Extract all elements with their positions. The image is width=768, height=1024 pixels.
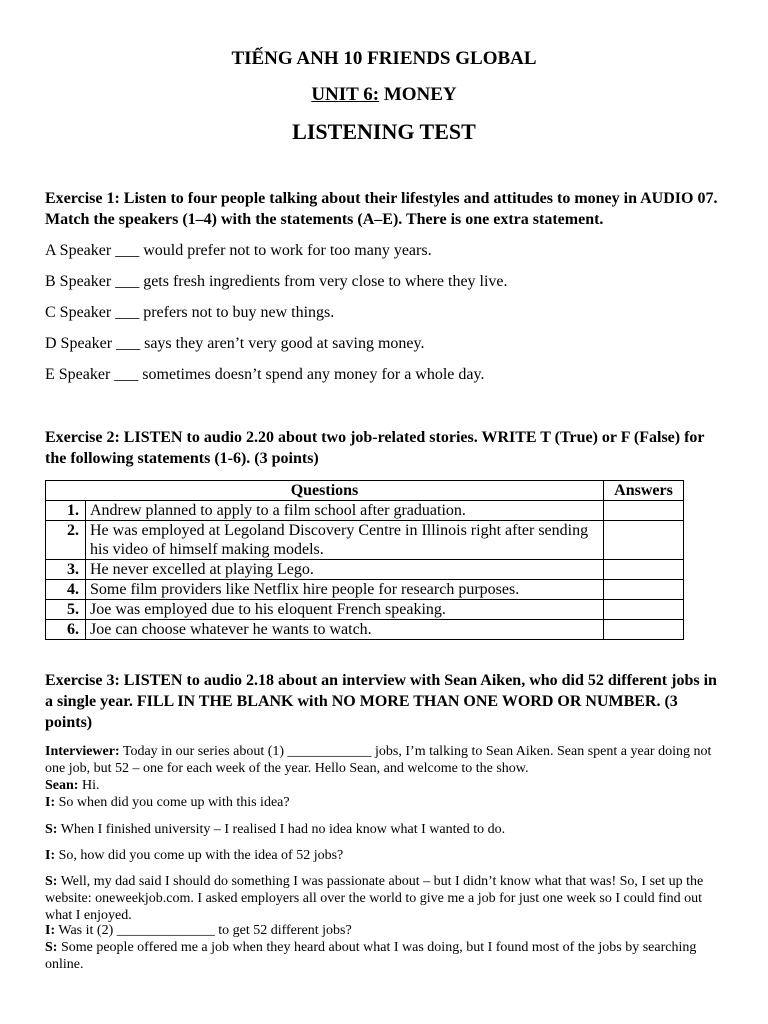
dialogue-text: Today in our series about (1) ____________ jobs, I’m talking to Sean Aiken. Sean spent a year doing not one job, but 52 – one for each week of the year. Hello Sean, and welcome to the show. bbox=[45, 744, 712, 776]
table-row bbox=[46, 580, 684, 600]
test-title: LISTENING TEST bbox=[292, 119, 476, 144]
question-text: He never excelled at playing Lego. bbox=[86, 560, 604, 580]
dialogue-text: When I finished university – I realised I had no idea know what I wanted to do. bbox=[57, 822, 506, 837]
row-number: 5. bbox=[46, 600, 86, 620]
table-row bbox=[46, 600, 684, 620]
dialogue-text: So when did you come up with this idea? bbox=[55, 795, 290, 810]
dialogue-line bbox=[45, 743, 725, 777]
dialogue-line bbox=[45, 794, 725, 811]
statement-d: D Speaker ___ says they aren’t very good at saving money. bbox=[45, 335, 425, 352]
dialogue-text: Some people offered me a job when they heard about what I was doing, but I found most of the jobs by searching online. bbox=[45, 940, 697, 972]
unit-name: MONEY bbox=[379, 84, 457, 105]
dialogue-text: Was it (2) ______________ to get 52 different jobs? bbox=[55, 923, 352, 938]
question-text: Some film providers like Netflix hire people for research purposes. bbox=[86, 580, 604, 600]
dialogue-line bbox=[45, 777, 725, 794]
statement-c: C Speaker ___ prefers not to buy new things. bbox=[45, 304, 335, 321]
row-number: 4. bbox=[46, 580, 86, 600]
unit-label: UNIT 6: bbox=[311, 84, 380, 105]
row-number: 2. bbox=[46, 521, 86, 560]
dialogue-line bbox=[45, 847, 725, 864]
exercise-1-heading: Exercise 1: Listen to four people talking about their lifestyles and attitudes to money in AUDIO 07. Match the speakers (1–4) with the statements (A–E). There is one extra statement. bbox=[45, 190, 718, 228]
question-text: Joe can choose whatever he wants to watch. bbox=[86, 620, 604, 640]
table-row bbox=[46, 560, 684, 580]
statement-b: B Speaker ___ gets fresh ingredients from very close to where they live. bbox=[45, 273, 508, 290]
answers-header: Answers bbox=[604, 481, 684, 501]
speaker-label: Sean: bbox=[45, 778, 79, 793]
speaker-label: I: bbox=[45, 795, 56, 810]
answer-cell[interactable] bbox=[604, 580, 684, 600]
unit-heading bbox=[0, 84, 768, 106]
speaker-label: I: bbox=[45, 923, 56, 938]
row-number: 1. bbox=[46, 501, 86, 521]
document-title: TIẾNG ANH 10 FRIENDS GLOBAL bbox=[231, 48, 537, 69]
speaker-label: S: bbox=[45, 874, 58, 889]
table-row bbox=[46, 620, 684, 640]
answer-cell[interactable] bbox=[604, 560, 684, 580]
dialogue-text: Hi. bbox=[78, 778, 100, 793]
statement-a: A Speaker ___ would prefer not to work for too many years. bbox=[45, 242, 432, 259]
row-number: 6. bbox=[46, 620, 86, 640]
answer-cell[interactable] bbox=[604, 521, 684, 560]
exercise-3-heading: Exercise 3: LISTEN to audio 2.18 about an interview with Sean Aiken, who did 52 different jobs in a single year. FILL IN THE BLANK with NO MORE THAN ONE WORD OR NUMBER. (3 points) bbox=[45, 672, 717, 731]
answer-cell[interactable] bbox=[604, 600, 684, 620]
question-text: He was employed at Legoland Discovery Centre in Illinois right after sending his video of himself making models. bbox=[86, 521, 604, 560]
table-row bbox=[46, 501, 684, 521]
dialogue-line bbox=[45, 922, 725, 939]
row-number: 3. bbox=[46, 560, 86, 580]
speaker-label: S: bbox=[45, 822, 58, 837]
speaker-label: I: bbox=[45, 848, 56, 863]
dialogue-text: So, how did you come up with the idea of 52 jobs? bbox=[55, 848, 344, 863]
table-row bbox=[46, 521, 684, 560]
answer-cell[interactable] bbox=[604, 620, 684, 640]
answer-cell[interactable] bbox=[604, 501, 684, 521]
exercise-2-heading: Exercise 2: LISTEN to audio 2.20 about two job-related stories. WRITE T (True) or F (False) for the following statements (1-6). (3 points) bbox=[45, 429, 705, 467]
table-header-row bbox=[46, 481, 684, 501]
questions-table bbox=[45, 480, 684, 640]
speaker-label: S: bbox=[45, 940, 58, 955]
questions-header: Questions bbox=[46, 481, 604, 501]
dialogue-line bbox=[45, 873, 725, 924]
dialogue-text: Well, my dad said I should do something I was passionate about – but I didn’t know what that was! So, I set up the website: oneweekjob.com. I asked employers all over the world to give me a job for just one week so I could find out what I enjoyed. bbox=[45, 874, 704, 923]
dialogue-line bbox=[45, 939, 725, 973]
speaker-label: Interviewer: bbox=[45, 744, 120, 759]
question-text: Joe was employed due to his eloquent French speaking. bbox=[86, 600, 604, 620]
dialogue-line bbox=[45, 821, 725, 838]
question-text: Andrew planned to apply to a film school after graduation. bbox=[86, 501, 604, 521]
statement-e: E Speaker ___ sometimes doesn’t spend any money for a whole day. bbox=[45, 366, 485, 383]
